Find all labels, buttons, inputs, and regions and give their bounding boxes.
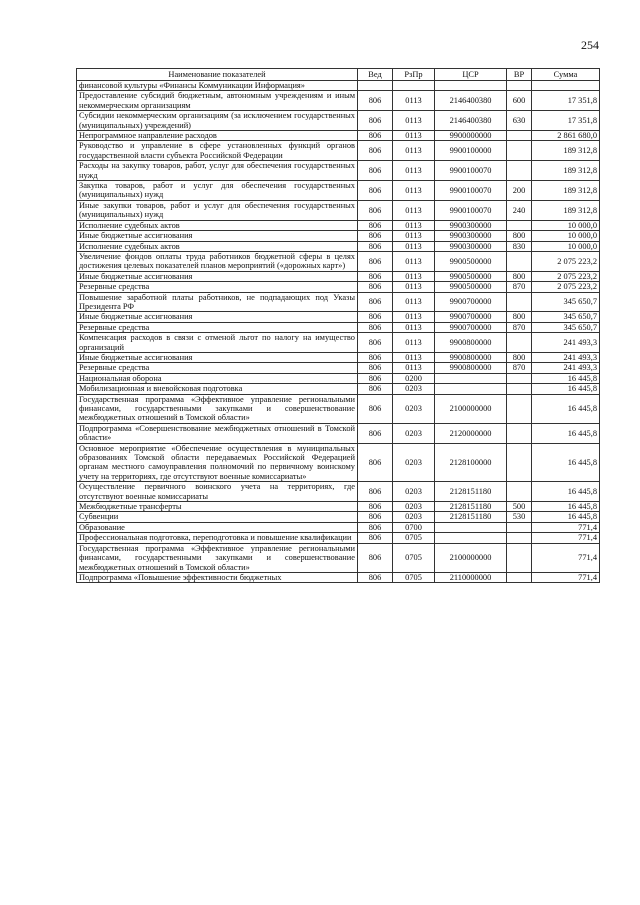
table-row [77,572,600,582]
cell-sum: 771,4 [532,572,600,582]
cell-sum: 2 075 223,2 [532,251,600,271]
cell-ved: 806 [358,131,393,141]
cell-rzpr: 0203 [393,443,435,482]
cell-vr: 800 [507,231,532,241]
cell-csr: 9900800000 [435,333,507,353]
table-row [77,231,600,241]
cell-vr [507,131,532,141]
cell-ved: 806 [358,443,393,482]
cell-vr: 800 [507,271,532,281]
cell-csr: 9900500000 [435,282,507,292]
cell-rzpr: 0113 [393,181,435,201]
cell-csr: 9900700000 [435,312,507,322]
table-row [77,373,600,383]
cell-vr: 870 [507,282,532,292]
cell-vr [507,423,532,443]
cell-vr [507,141,532,161]
cell-csr: 9900300000 [435,220,507,230]
cell-vr [507,543,532,572]
table-row [77,384,600,394]
table-row [77,251,600,271]
cell-csr: 2120000000 [435,423,507,443]
cell-ved: 806 [358,423,393,443]
cell-vr [507,533,532,543]
header-sum: Сумма [532,69,600,81]
cell-vr [507,482,532,502]
cell-ved: 806 [358,533,393,543]
cell-name: Увеличение фондов оплаты труда работников бюджетной сферы в целях достижения целевых показателей планов мероприятий («дорожных карт») [77,251,358,271]
table-row [77,131,600,141]
cell-ved: 806 [358,271,393,281]
cell-vr [507,384,532,394]
cell-name: Субсидии некоммерческим организациям (за исключением государственных (муниципальных) учреждений) [77,111,358,131]
cell-sum: 771,4 [532,522,600,532]
cell-vr: 530 [507,512,532,522]
cell-name: Осуществление первичного воинского учета на территориях, где отсутствуют военные комиссариаты [77,482,358,502]
table-row [77,533,600,543]
cell-name: Резервные средства [77,363,358,373]
cell-vr: 830 [507,241,532,251]
cell-sum: 241 493,3 [532,363,600,373]
table-row [77,443,600,482]
cell-rzpr: 0113 [393,282,435,292]
cell-rzpr: 0203 [393,423,435,443]
cell-vr: 800 [507,312,532,322]
cell-rzpr: 0113 [393,161,435,181]
cell-rzpr: 0113 [393,271,435,281]
cell-sum: 2 075 223,2 [532,282,600,292]
cell-rzpr: 0113 [393,322,435,332]
cell-rzpr: 0700 [393,522,435,532]
cell-csr: 9900100070 [435,200,507,220]
cell-name: Резервные средства [77,282,358,292]
cell-name: Иные бюджетные ассигнования [77,352,358,362]
cell-ved: 806 [358,141,393,161]
cell-name: Исполнение судебных актов [77,241,358,251]
cell-name: Подпрограмма «Повышение эффективности бюджетных [77,572,358,582]
table-row [77,502,600,512]
cell-ved: 806 [358,373,393,383]
cell-sum: 17 351,8 [532,91,600,111]
cell-sum: 771,4 [532,543,600,572]
cell-rzpr: 0113 [393,91,435,111]
table-row [77,181,600,201]
cell-vr: 240 [507,200,532,220]
table-body [77,81,600,583]
table-row [77,394,600,423]
cell-name: Национальная оборона [77,373,358,383]
cell-rzpr: 0705 [393,533,435,543]
cell-rzpr: 0203 [393,482,435,502]
table-row [77,322,600,332]
table-row [77,91,600,111]
cell-sum [532,81,600,91]
table-header-row [77,69,600,81]
cell-csr: 9900700000 [435,292,507,312]
cell-vr [507,522,532,532]
cell-ved: 806 [358,363,393,373]
header-vr: ВР [507,69,532,81]
cell-vr: 870 [507,322,532,332]
cell-ved: 806 [358,543,393,572]
cell-ved: 806 [358,241,393,251]
table-row [77,241,600,251]
cell-csr: 2100000000 [435,543,507,572]
cell-rzpr: 0113 [393,312,435,322]
cell-name: Субвенции [77,512,358,522]
cell-vr [507,443,532,482]
cell-vr [507,373,532,383]
cell-csr [435,373,507,383]
cell-name: Профессиональная подготовка, переподготовка и повышение квалификации [77,533,358,543]
cell-ved: 806 [358,231,393,241]
cell-vr [507,394,532,423]
table-row [77,111,600,131]
table-row [77,292,600,312]
cell-name: Мобилизационная и вневойсковая подготовка [77,384,358,394]
cell-ved: 806 [358,220,393,230]
cell-ved: 806 [358,512,393,522]
cell-sum: 241 493,3 [532,333,600,353]
cell-rzpr [393,81,435,91]
cell-vr [507,333,532,353]
cell-csr: 2128100000 [435,443,507,482]
cell-csr [435,384,507,394]
cell-name: Иные закупки товаров, работ и услуг для обеспечения государственных (муниципальных) нужд [77,200,358,220]
cell-ved: 806 [358,333,393,353]
cell-vr [507,572,532,582]
cell-ved: 806 [358,200,393,220]
cell-sum: 345 650,7 [532,322,600,332]
cell-sum: 16 445,8 [532,512,600,522]
cell-ved: 806 [358,111,393,131]
table-row [77,141,600,161]
cell-rzpr: 0113 [393,333,435,353]
cell-vr: 200 [507,181,532,201]
cell-vr: 500 [507,502,532,512]
cell-csr: 2146400380 [435,111,507,131]
cell-sum: 189 312,8 [532,181,600,201]
cell-rzpr: 0203 [393,394,435,423]
cell-name: Подпрограмма «Совершенствование межбюджетных отношений в Томской области» [77,423,358,443]
cell-csr: 9900500000 [435,271,507,281]
cell-vr [507,251,532,271]
cell-csr [435,533,507,543]
cell-rzpr: 0203 [393,512,435,522]
cell-vr [507,81,532,91]
cell-vr: 600 [507,91,532,111]
cell-rzpr: 0200 [393,373,435,383]
cell-rzpr: 0113 [393,200,435,220]
cell-csr: 2128151180 [435,482,507,502]
cell-name: Руководство и управление в сфере установленных функций органов государственной власти субъекта Российской Федерации [77,141,358,161]
cell-rzpr: 0113 [393,111,435,131]
cell-rzpr: 0203 [393,384,435,394]
header-csr: ЦСР [435,69,507,81]
cell-sum: 2 075 223,2 [532,271,600,281]
cell-sum: 16 445,8 [532,394,600,423]
cell-vr [507,161,532,181]
cell-name: финансовой культуры «Финансы Коммуникации Информация» [77,81,358,91]
cell-ved: 806 [358,91,393,111]
cell-csr: 2110000000 [435,572,507,582]
cell-ved: 806 [358,352,393,362]
cell-ved: 806 [358,312,393,322]
cell-sum: 189 312,8 [532,200,600,220]
cell-ved: 806 [358,394,393,423]
cell-vr: 800 [507,352,532,362]
budget-table [76,68,600,583]
cell-name: Расходы на закупку товаров, работ, услуг для обеспечения государственных нужд [77,161,358,181]
table-row [77,522,600,532]
cell-ved: 806 [358,384,393,394]
cell-csr: 2128151180 [435,512,507,522]
cell-sum: 10 000,0 [532,220,600,230]
cell-ved: 806 [358,522,393,532]
cell-name: Государственная программа «Эффективное управление региональными финансами, государственными закупками и совершенствование межбюджетных отношений в Томской области» [77,394,358,423]
table-row [77,482,600,502]
header-ved: Вед [358,69,393,81]
cell-vr: 870 [507,363,532,373]
page-number: 254 [581,38,599,52]
cell-sum: 189 312,8 [532,141,600,161]
cell-sum: 10 000,0 [532,241,600,251]
cell-rzpr: 0705 [393,572,435,582]
cell-name: Компенсация расходов в связи с отменой льгот по налогу на имущество организаций [77,333,358,353]
cell-sum: 10 000,0 [532,231,600,241]
cell-csr: 9900000000 [435,131,507,141]
cell-csr: 9900800000 [435,363,507,373]
cell-ved: 806 [358,322,393,332]
cell-csr: 9900100070 [435,181,507,201]
cell-csr [435,522,507,532]
cell-csr: 9900300000 [435,231,507,241]
cell-sum: 241 493,3 [532,352,600,362]
table-row [77,271,600,281]
cell-sum: 16 445,8 [532,502,600,512]
cell-name: Межбюджетные трансферты [77,502,358,512]
cell-csr: 2128151180 [435,502,507,512]
cell-csr: 9900700000 [435,322,507,332]
cell-rzpr: 0113 [393,220,435,230]
table-row [77,220,600,230]
cell-ved: 806 [358,292,393,312]
cell-name: Образование [77,522,358,532]
cell-name: Закупка товаров, работ и услуг для обеспечения государственных (муниципальных) нужд [77,181,358,201]
cell-rzpr: 0113 [393,231,435,241]
cell-csr: 9900100000 [435,141,507,161]
header-rzpr: РзПр [393,69,435,81]
table-row [77,81,600,91]
cell-sum: 345 650,7 [532,292,600,312]
cell-sum: 189 312,8 [532,161,600,181]
cell-sum: 16 445,8 [532,384,600,394]
cell-name: Предоставление субсидий бюджетным, автономным учреждениям и иным некоммерческим организациям [77,91,358,111]
table-row [77,312,600,322]
table-row [77,333,600,353]
table-row [77,200,600,220]
cell-ved: 806 [358,251,393,271]
cell-rzpr: 0113 [393,251,435,271]
cell-sum: 771,4 [532,533,600,543]
cell-name: Иные бюджетные ассигнования [77,231,358,241]
cell-name: Иные бюджетные ассигнования [77,271,358,281]
cell-name: Иные бюджетные ассигнования [77,312,358,322]
cell-name: Основное мероприятие «Обеспечение осуществления в муниципальных образованиях Томской области передаваемых Российской Федерацией органам местного самоуправления полномочий по первичному воинскому учету на территориях, где отсутствуют военные комиссариаты» [77,443,358,482]
table-row [77,161,600,181]
cell-csr: 9900500000 [435,251,507,271]
cell-vr [507,292,532,312]
cell-rzpr: 0113 [393,363,435,373]
cell-ved: 806 [358,502,393,512]
cell-sum: 17 351,8 [532,111,600,131]
cell-rzpr: 0113 [393,292,435,312]
cell-rzpr: 0113 [393,241,435,251]
table-row [77,512,600,522]
header-name: Наименование показателей [77,69,358,81]
cell-csr: 2146400380 [435,91,507,111]
cell-name: Повышение заработной платы работников, не подпадающих под Указы Президента РФ [77,292,358,312]
cell-csr: 2100000000 [435,394,507,423]
cell-name: Резервные средства [77,322,358,332]
cell-ved [358,81,393,91]
cell-csr [435,81,507,91]
cell-ved: 806 [358,161,393,181]
cell-sum: 2 861 680,0 [532,131,600,141]
cell-ved: 806 [358,282,393,292]
cell-rzpr: 0113 [393,131,435,141]
table-row [77,282,600,292]
cell-name: Государственная программа «Эффективное управление региональными финансами, государственными закупками и совершенствование межбюджетных отношений в Томской области» [77,543,358,572]
table-row [77,423,600,443]
cell-rzpr: 0113 [393,352,435,362]
cell-ved: 806 [358,482,393,502]
cell-rzpr: 0113 [393,141,435,161]
cell-csr: 9900800000 [435,352,507,362]
table-row [77,363,600,373]
cell-rzpr: 0705 [393,543,435,572]
cell-vr: 630 [507,111,532,131]
cell-vr [507,220,532,230]
cell-sum: 345 650,7 [532,312,600,322]
cell-sum: 16 445,8 [532,443,600,482]
cell-sum: 16 445,8 [532,423,600,443]
cell-ved: 806 [358,572,393,582]
cell-ved: 806 [358,181,393,201]
cell-csr: 9900300000 [435,241,507,251]
cell-rzpr: 0203 [393,502,435,512]
cell-name: Исполнение судебных актов [77,220,358,230]
cell-csr: 9900100070 [435,161,507,181]
table-row [77,352,600,362]
table-row [77,543,600,572]
cell-name: Непрограммное направление расходов [77,131,358,141]
cell-sum: 16 445,8 [532,373,600,383]
cell-sum: 16 445,8 [532,482,600,502]
